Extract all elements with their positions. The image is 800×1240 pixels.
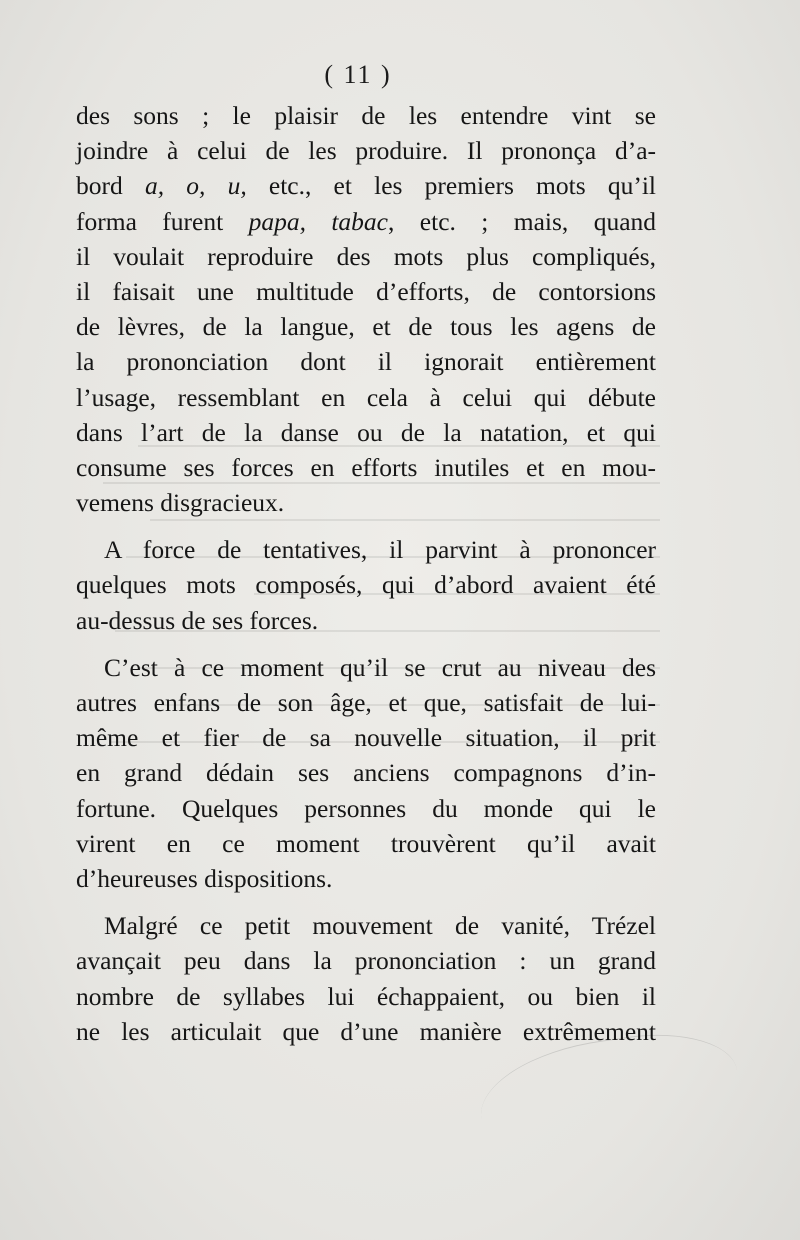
text-line: en grand dédain ses anciens compagnons d’in- (76, 758, 656, 788)
text-line: virent en ce moment trouvèrent qu’il avait (76, 828, 656, 858)
text-line: d’heureuses dispositions. (76, 863, 333, 893)
text-run: etc., et les premiers mots qu’il (246, 171, 657, 201)
text-run: , etc. ; mais, quand (388, 206, 657, 236)
paragraph-gap (76, 638, 656, 650)
paragraph-1 (76, 98, 656, 520)
text-line: ne les articulait que d’une manière extrêmement (76, 1016, 656, 1046)
text-line: nombre de syllabes lui échappaient, ou bien il (76, 981, 656, 1011)
text-line: A force de tentatives, il parvint à prononcer (104, 535, 656, 565)
italic-vowels: a, o, u, (144, 171, 247, 201)
text-line: il faisait une multitude d’efforts, de contorsions (76, 276, 656, 306)
text-line: de lèvres, de la langue, et de tous les agens de (76, 312, 656, 342)
text-run: forma furent (76, 206, 249, 236)
text-line: C’est à ce moment qu’il se crut au niveau des (104, 652, 656, 682)
text-line: consume ses forces en efforts inutiles et en mou- (76, 452, 656, 482)
text-line: la prononciation dont il ignorait entièrement (76, 347, 656, 377)
text-line: fortune. Quelques personnes du monde qui le (76, 793, 656, 823)
text-line: dans l’art de la danse ou de la natation, et qui (76, 417, 656, 447)
paragraph-3 (76, 650, 656, 896)
paragraph-2 (76, 532, 656, 638)
paragraph-gap (76, 520, 656, 532)
paragraph-4 (76, 908, 656, 1049)
text-line (76, 168, 656, 203)
text-line: au-dessus de ses forces. (76, 605, 319, 635)
body-text (76, 98, 656, 1049)
text-line (76, 204, 656, 239)
text-line: quelques mots composés, qui d’abord avaient été (76, 570, 656, 600)
text-line: avançait peu dans la prononciation : un grand (76, 946, 656, 976)
italic-words: papa, tabac (248, 206, 389, 236)
text-line: joindre à celui de les produire. Il prononça d’a- (76, 136, 656, 166)
text-line: vemens disgracieux. (76, 488, 285, 518)
paragraph-gap (76, 896, 656, 908)
text-line: des sons ; le plaisir de les entendre vint se (76, 101, 656, 130)
text-line: autres enfans de son âge, et que, satisfait de lui- (76, 688, 656, 717)
text-run: bord (76, 171, 145, 201)
page-number: ( 11 ) (324, 60, 392, 89)
text-line: l’usage, ressemblant en cela à celui qui débute (76, 382, 656, 412)
text-line: même et fier de sa nouvelle situation, il prit (76, 723, 656, 753)
text-line: Malgré ce petit mouvement de vanité, Trézel (104, 911, 656, 941)
text-line: il voulait reproduire des mots plus compliqués, (76, 241, 656, 271)
